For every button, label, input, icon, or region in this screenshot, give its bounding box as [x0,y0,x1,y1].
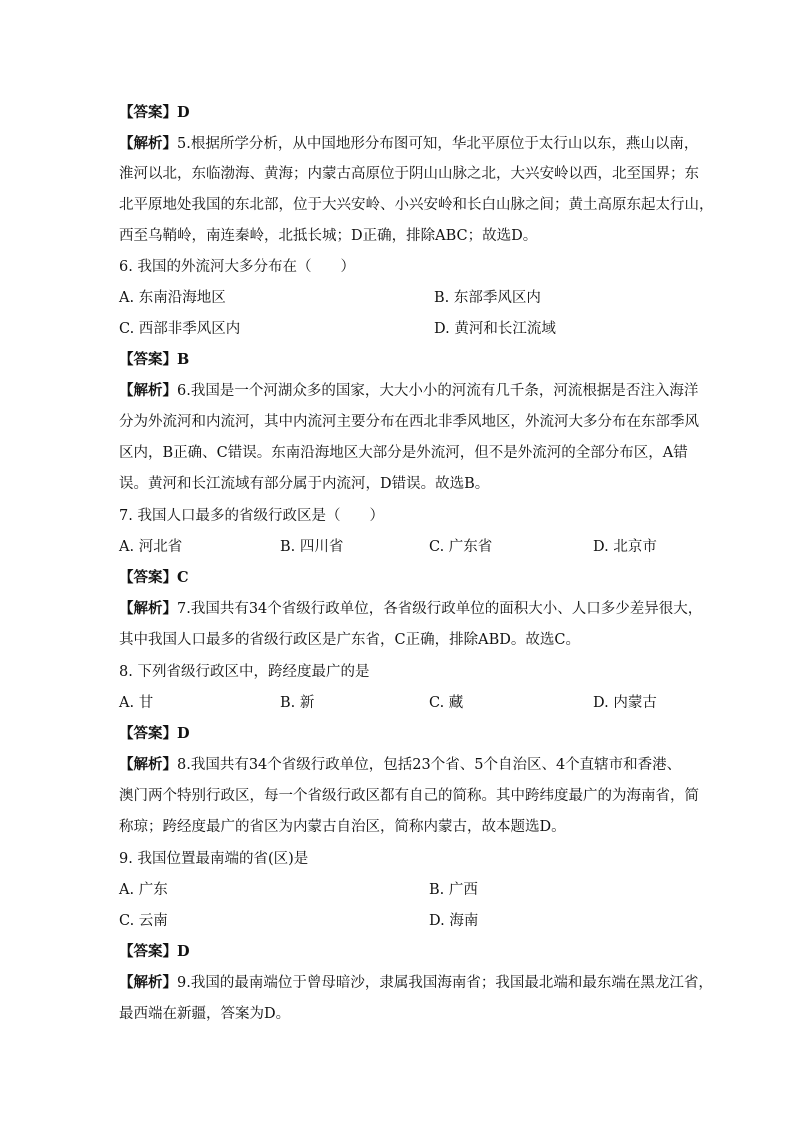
q6-analysis-line-1: 【解析】6.我国是一个河湖众多的国家，大大小小的河流有几千条，河流根据是否注入海洋 [119,382,699,399]
q9-option-a: A. 广东 [119,882,168,898]
q5-analysis-line-1: 【解析】5.根据所学分析，从中国地形分布图可知，华北平原位于太行山以东，燕山以南， [119,135,699,152]
q5-answer: 【答案】D [119,104,190,121]
q9-stem: 9. 我国位置最南端的省(区)是 [119,851,309,867]
q5-analysis-line-2: 淮河以北，东临渤海、黄海；内蒙古高原位于阴山山脉之北，大兴安岭以西，北至国界；东 [119,166,699,182]
q7-option-d: D. 北京市 [593,539,657,555]
q9-analysis-line-1: 【解析】9.我国的最南端位于曾母暗沙，隶属我国海南省；我国最北端和最东端在黑龙江省， [119,974,713,991]
q7-option-a: A. 河北省 [119,539,183,555]
analysis-label: 【解析】 [119,756,177,773]
q8-analysis-line-3: 称琼；跨经度最广的省区为内蒙古自治区，简称内蒙古，故本题选D。 [119,819,566,835]
q9-option-d: D. 海南 [429,913,479,929]
q8-option-c: C. 藏 [429,695,464,711]
q8-analysis-line-2: 澳门两个特别行政区，每一个省级行政区都有自己的简称。其中跨纬度最广的为海南省，简 [119,788,699,804]
q5-analysis-line-3: 北平原地处我国的东北部，位于大兴安岭、小兴安岭和长白山脉之间；黄土高原东起太行山， [119,197,714,213]
analysis-label: 【解析】 [119,382,177,399]
q6-analysis-line-3: 区内，B正确、C错误。东南沿海地区大部分是外流河，但不是外流河的全部分布区，A错 [119,445,688,461]
q8-analysis-line-1: 【解析】8.我国共有34个省级行政单位，包括23个省、5个自治区、4个直辖市和香港、 [119,756,682,773]
q7-answer: 【答案】C [119,569,189,586]
q9-option-b: B. 广西 [429,882,478,898]
q7-analysis-line-1: 【解析】7.我国共有34个省级行政单位，各省级行政单位的面积大小、人口多少差异很大， [119,600,703,617]
q6-option-d: D. 黄河和长江流域 [434,321,556,337]
q6-analysis-line-4: 误。黄河和长江流域有部分属于内流河，D错误。故选B。 [119,476,490,492]
q8-stem: 8. 下列省级行政区中，跨经度最广的是 [119,664,370,680]
q8-answer: 【答案】D [119,725,190,742]
q6-stem: 6. 我国的外流河大多分布在（ ） [119,259,355,275]
q5-analysis-line-4: 西至乌鞘岭，南连秦岭，北抵长城；D正确，排除ABC；故选D。 [119,228,538,244]
analysis-label: 【解析】 [119,135,177,152]
analysis-label: 【解析】 [119,974,177,991]
q8-option-a: A. 甘 [119,695,154,711]
q7-option-c: C. 广东省 [429,539,493,555]
q8-option-b: B. 新 [280,695,315,711]
analysis-label: 【解析】 [119,600,177,617]
q9-answer: 【答案】D [119,943,190,960]
q6-option-b: B. 东部季风区内 [434,290,541,306]
q9-analysis-line-2: 最西端在新疆，答案为D。 [119,1006,291,1022]
q7-analysis-line-2: 其中我国人口最多的省级行政区是广东省，C正确，排除ABD。故选C。 [119,632,580,648]
q9-option-c: C. 云南 [119,913,168,929]
q6-option-c: C. 西部非季风区内 [119,321,241,337]
q8-option-d: D. 内蒙古 [593,695,657,711]
q6-option-a: A. 东南沿海地区 [119,290,226,306]
q7-option-b: B. 四川省 [280,539,344,555]
q6-analysis-line-2: 分为外流河和内流河，其中内流河主要分布在西北非季风地区，外流河大多分布在东部季风 [119,414,699,430]
q6-answer: 【答案】B [119,351,190,368]
q7-stem: 7. 我国人口最多的省级行政区是（ ） [119,508,384,524]
